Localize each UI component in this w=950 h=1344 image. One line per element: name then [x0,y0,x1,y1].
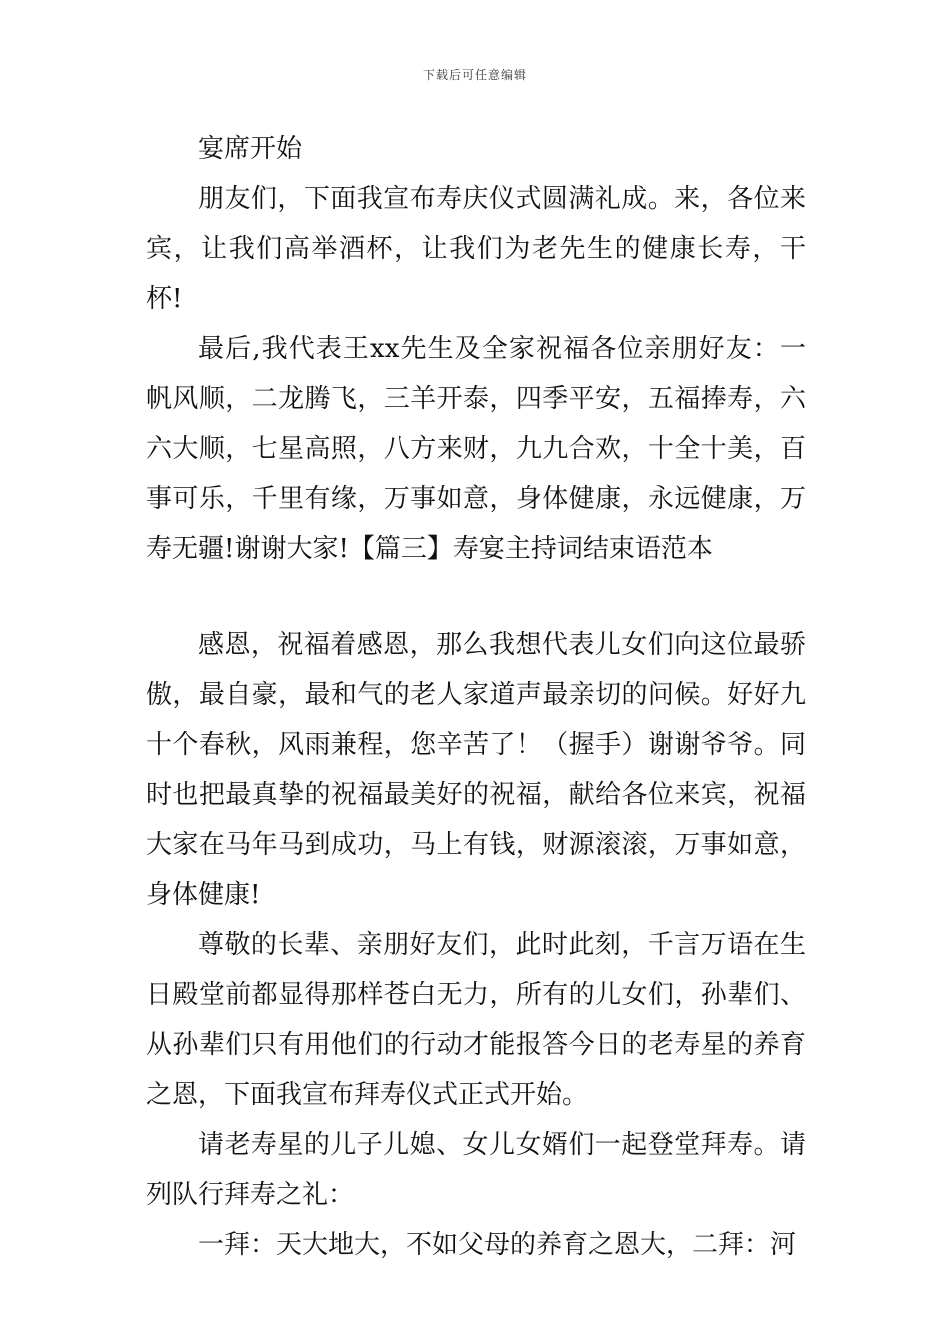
paragraph-toast: 朋友们，下面我宣布寿庆仪式圆满礼成。来，各位来宾，让我们高举酒杯，让我们为老先生的健康长寿，干杯! [146,184,806,314]
paragraph-first-bow: 一拜：天大地大，不如父母的养育之恩大，二拜：河 [198,1230,797,1260]
paragraph-family-bow: 请老寿星的儿子儿媳、女儿女婿们一起登堂拜寿。请列队行拜寿之礼： [146,1130,806,1210]
page-header-note: 下载后可任意编辑 [422,68,527,82]
paragraph-ceremony-start: 尊敬的长辈、亲朋好友们，此时此刻，千言万语在生日殿堂前都显得那样苍白无力，所有的儿女们，孙辈们、从孙辈们只有用他们的行动才能报答今日的老寿星的养育之恩，下面我宣布拜寿仪式正式开始。 [146,930,806,1110]
paragraph-gratitude: 感恩，祝福着感恩，那么我想代表儿女们向这位最骄傲，最自豪，最和气的老人家道声最亲切的问候。好好九十个春秋，风雨兼程，您辛苦了！（握手）谢谢爷爷。同时也把最真挚的祝福最美好的祝福，献给各位来宾，祝福大家在马年马到成功，马上有钱，财源滚滚，万事如意，身体健康! [146,630,806,910]
paragraph-banquet-start: 宴席开始 [198,134,303,164]
paragraph-spacer [146,574,806,620]
paragraph-blessings: 最后,我代表王xx先生及全家祝福各位亲朋好友：一帆风顺，二龙腾飞，三羊开泰，四季平安，五福捧寿，六六大顺，七星高照，八方来财，九九合欢，十全十美，百事可乐，千里有缘，万事如意，身体健康，永远健康，万寿无疆!谢谢大家!【篇三】寿宴主持词结束语范本 [146,334,806,564]
document-body [146,124,806,1270]
